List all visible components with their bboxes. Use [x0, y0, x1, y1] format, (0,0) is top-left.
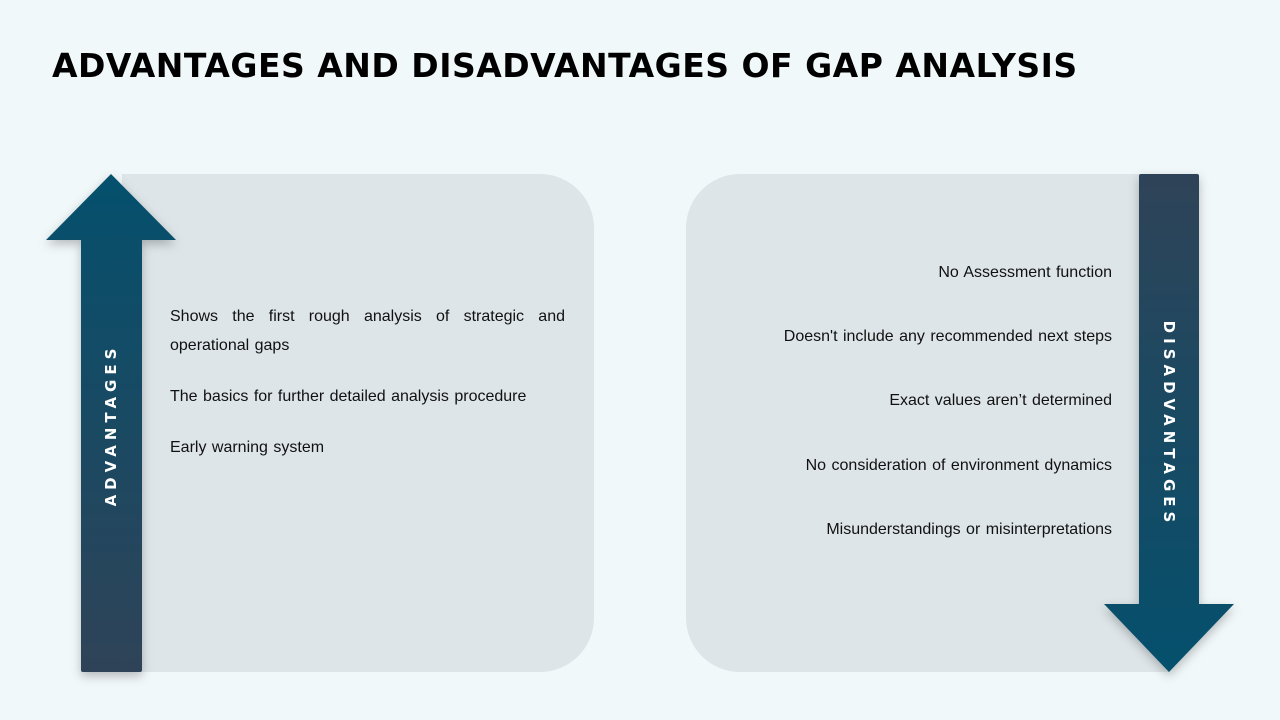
advantage-item: Early warning system: [170, 439, 325, 456]
disadvantage-item: No consideration of environment dynamics: [805, 457, 1112, 474]
slide-title: ADVANTAGES AND DISADVANTAGES OF GAP ANALYSIS: [52, 46, 1078, 85]
advantage-item: Shows the first rough analysis of strategic and operational gaps: [170, 308, 565, 354]
disadvantage-item: No Assessment function: [938, 264, 1112, 281]
disadvantages-label: DISADVANTAGES: [1160, 320, 1178, 528]
disadvantage-item: Doesn't include any recommended next steps: [783, 328, 1112, 345]
advantages-list: [170, 302, 565, 484]
disadvantage-item: Misunderstandings or misinterpretations: [826, 521, 1112, 538]
disadvantages-panel: [686, 174, 1170, 672]
advantage-item: The basics for further detailed analysis procedure: [170, 388, 527, 405]
disadvantage-item: Exact values aren’t determined: [889, 392, 1112, 409]
advantages-label: ADVANTAGES: [102, 343, 120, 507]
